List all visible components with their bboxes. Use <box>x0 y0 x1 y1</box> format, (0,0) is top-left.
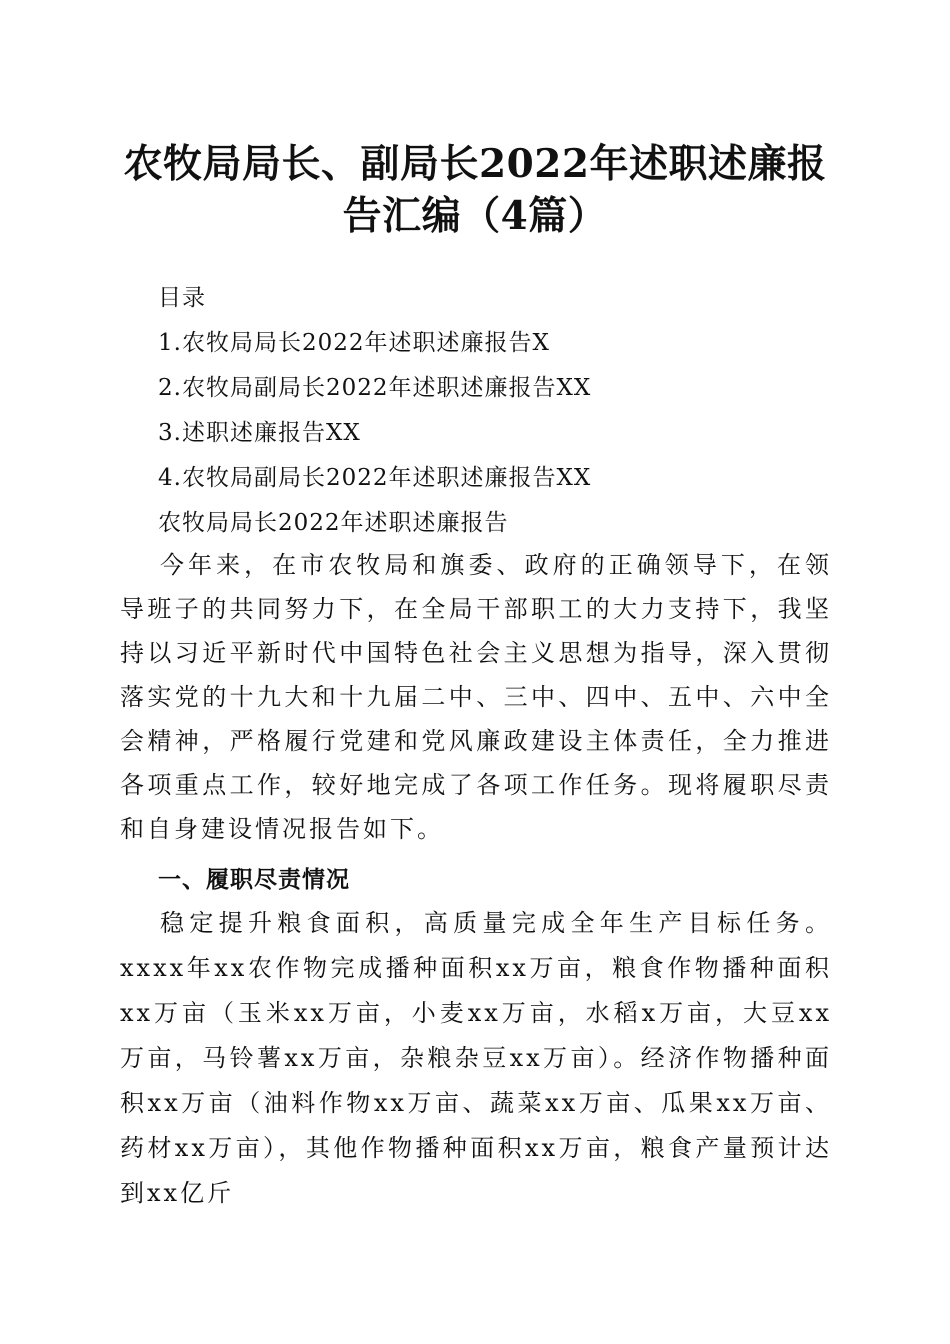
section-heading: 一、履职尽责情况 <box>158 867 350 893</box>
intro-paragraph: 今年来，在市农牧局和旗委、政府的正确领导下，在领导班子的共同努力下，在全局干部职工的大力支持下，我坚持以习近平新时代中国特色社会主义思想为指导，深入贯彻落实党的十九大和十九届二中、三中、四中、五中、六中全会精神，严格履行党建和党风廉政建设主体责任，全力推进各项重点工作，较好地完成了各项工作任务。现将履职尽责和自身建设情况报告如下。 <box>120 551 832 843</box>
toc-item: 3.述职述廉报告XX <box>158 420 361 446</box>
article-title: 农牧局局长2022年述职述廉报告 <box>158 510 509 536</box>
toc-item: 1.农牧局局长2022年述职述廉报告X <box>158 330 550 356</box>
toc-label: 目录 <box>158 285 206 311</box>
table-of-contents <box>158 278 858 548</box>
section-paragraph: 稳定提升粮食面积，高质量完成全年生产目标任务。xxxx年xx农作物完成播种面积xx万亩，粮食作物播种面积xx万亩（玉米xx万亩，小麦xx万亩，水稻x万亩，大豆xx万亩，马铃薯xx万亩，杂粮杂豆xx万亩）。经济作物播种面积xx万亩（油料作物xx万亩、蔬菜xx万亩、瓜果xx万亩、药材xx万亩），其他作物播种面积xx万亩，粮食产量预计达到xx亿斤 <box>120 909 832 1207</box>
document-title: 农牧局局长、副局长2022年述职述廉报告汇编（4篇） <box>123 141 827 239</box>
toc-item: 4.农牧局副局长2022年述职述廉报告XX <box>158 465 592 491</box>
toc-item: 2.农牧局副局长2022年述职述廉报告XX <box>158 375 592 401</box>
